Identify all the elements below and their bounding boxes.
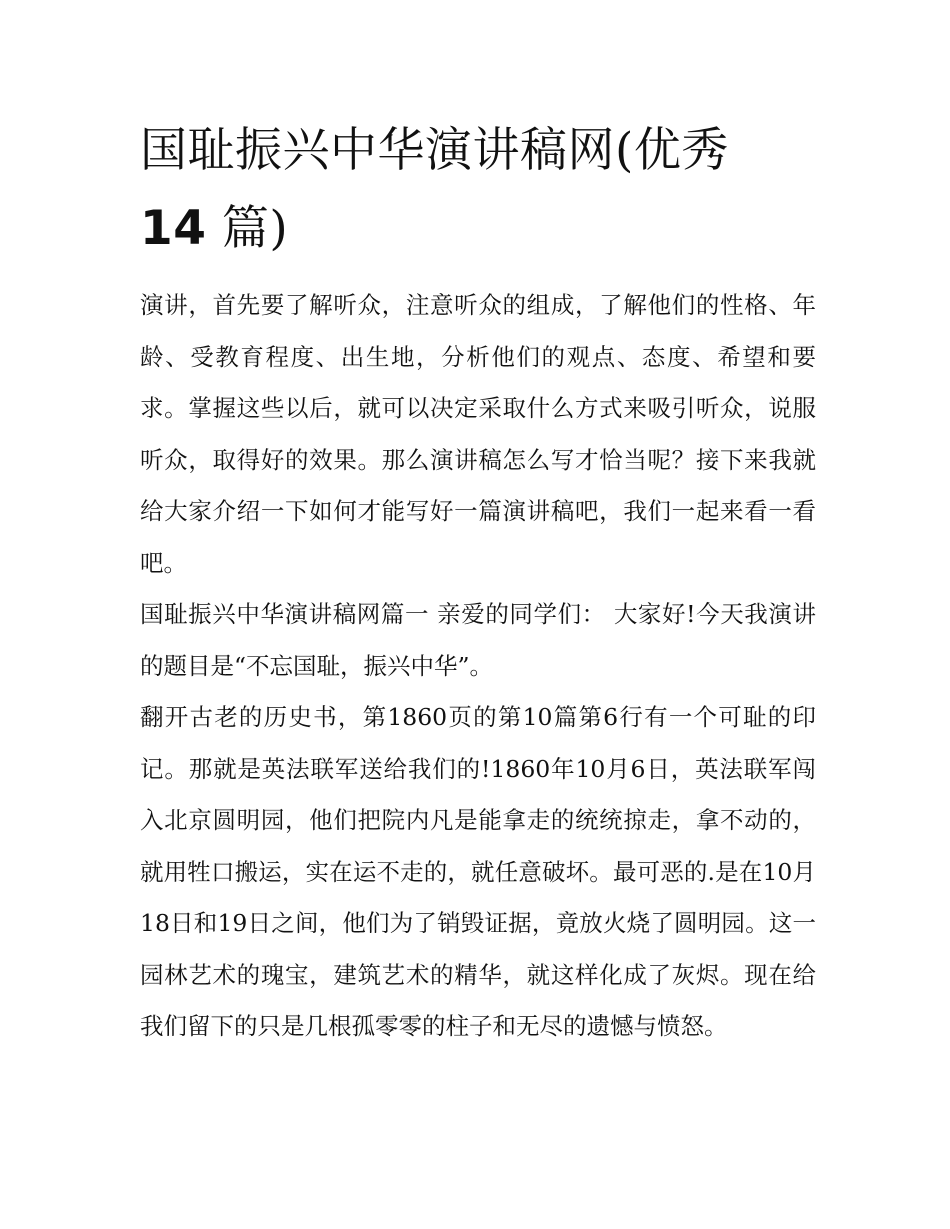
title-number: 14 [140, 201, 207, 256]
document-page [140, 112, 816, 1053]
history-paragraph: 翻开古老的历史书，第1860页的第10篇第6行有一个可耻的印记。那就是英法联军送给我们的!1860年10月6日，英法联军闯入北京圆明园，他们把院内凡是能拿走的统统掠走，拿不动的，就用牲口搬运，实在运不走的，就任意破坏。最可恶的.是在10月18日和19日之间，他们为了销毁证据，竟放火烧了圆明园。这一园林艺术的瑰宝，建筑艺术的精华，就这样化成了灰烬。现在给我们留下的只是几根孤零零的柱子和无尽的遗憾与愤怒。 [140, 703, 816, 1040]
title-suffix: 篇) [221, 201, 289, 256]
title-text: 国耻振兴中华演讲稿网(优秀 [140, 123, 729, 178]
intro-paragraph: 演讲，首先要了解听众，注意听众的组成，了解他们的性格、年龄、受教育程度、出生地，分析他们的观点、态度、希望和要求。掌握这些以后，就可以决定采取什么方式来吸引听众，说服听众，取得好的效果。那么演讲稿怎么写才恰当呢？接下来我就给大家介绍一下如何才能写好一篇演讲稿吧，我们一起来看一看吧。 [140, 291, 816, 577]
document-title [140, 112, 816, 268]
speech-opening-paragraph: 国耻振兴中华演讲稿网篇一 亲爱的同学们： 大家好!今天我演讲的题目是“不忘国耻，振兴中华”。 [140, 600, 816, 680]
